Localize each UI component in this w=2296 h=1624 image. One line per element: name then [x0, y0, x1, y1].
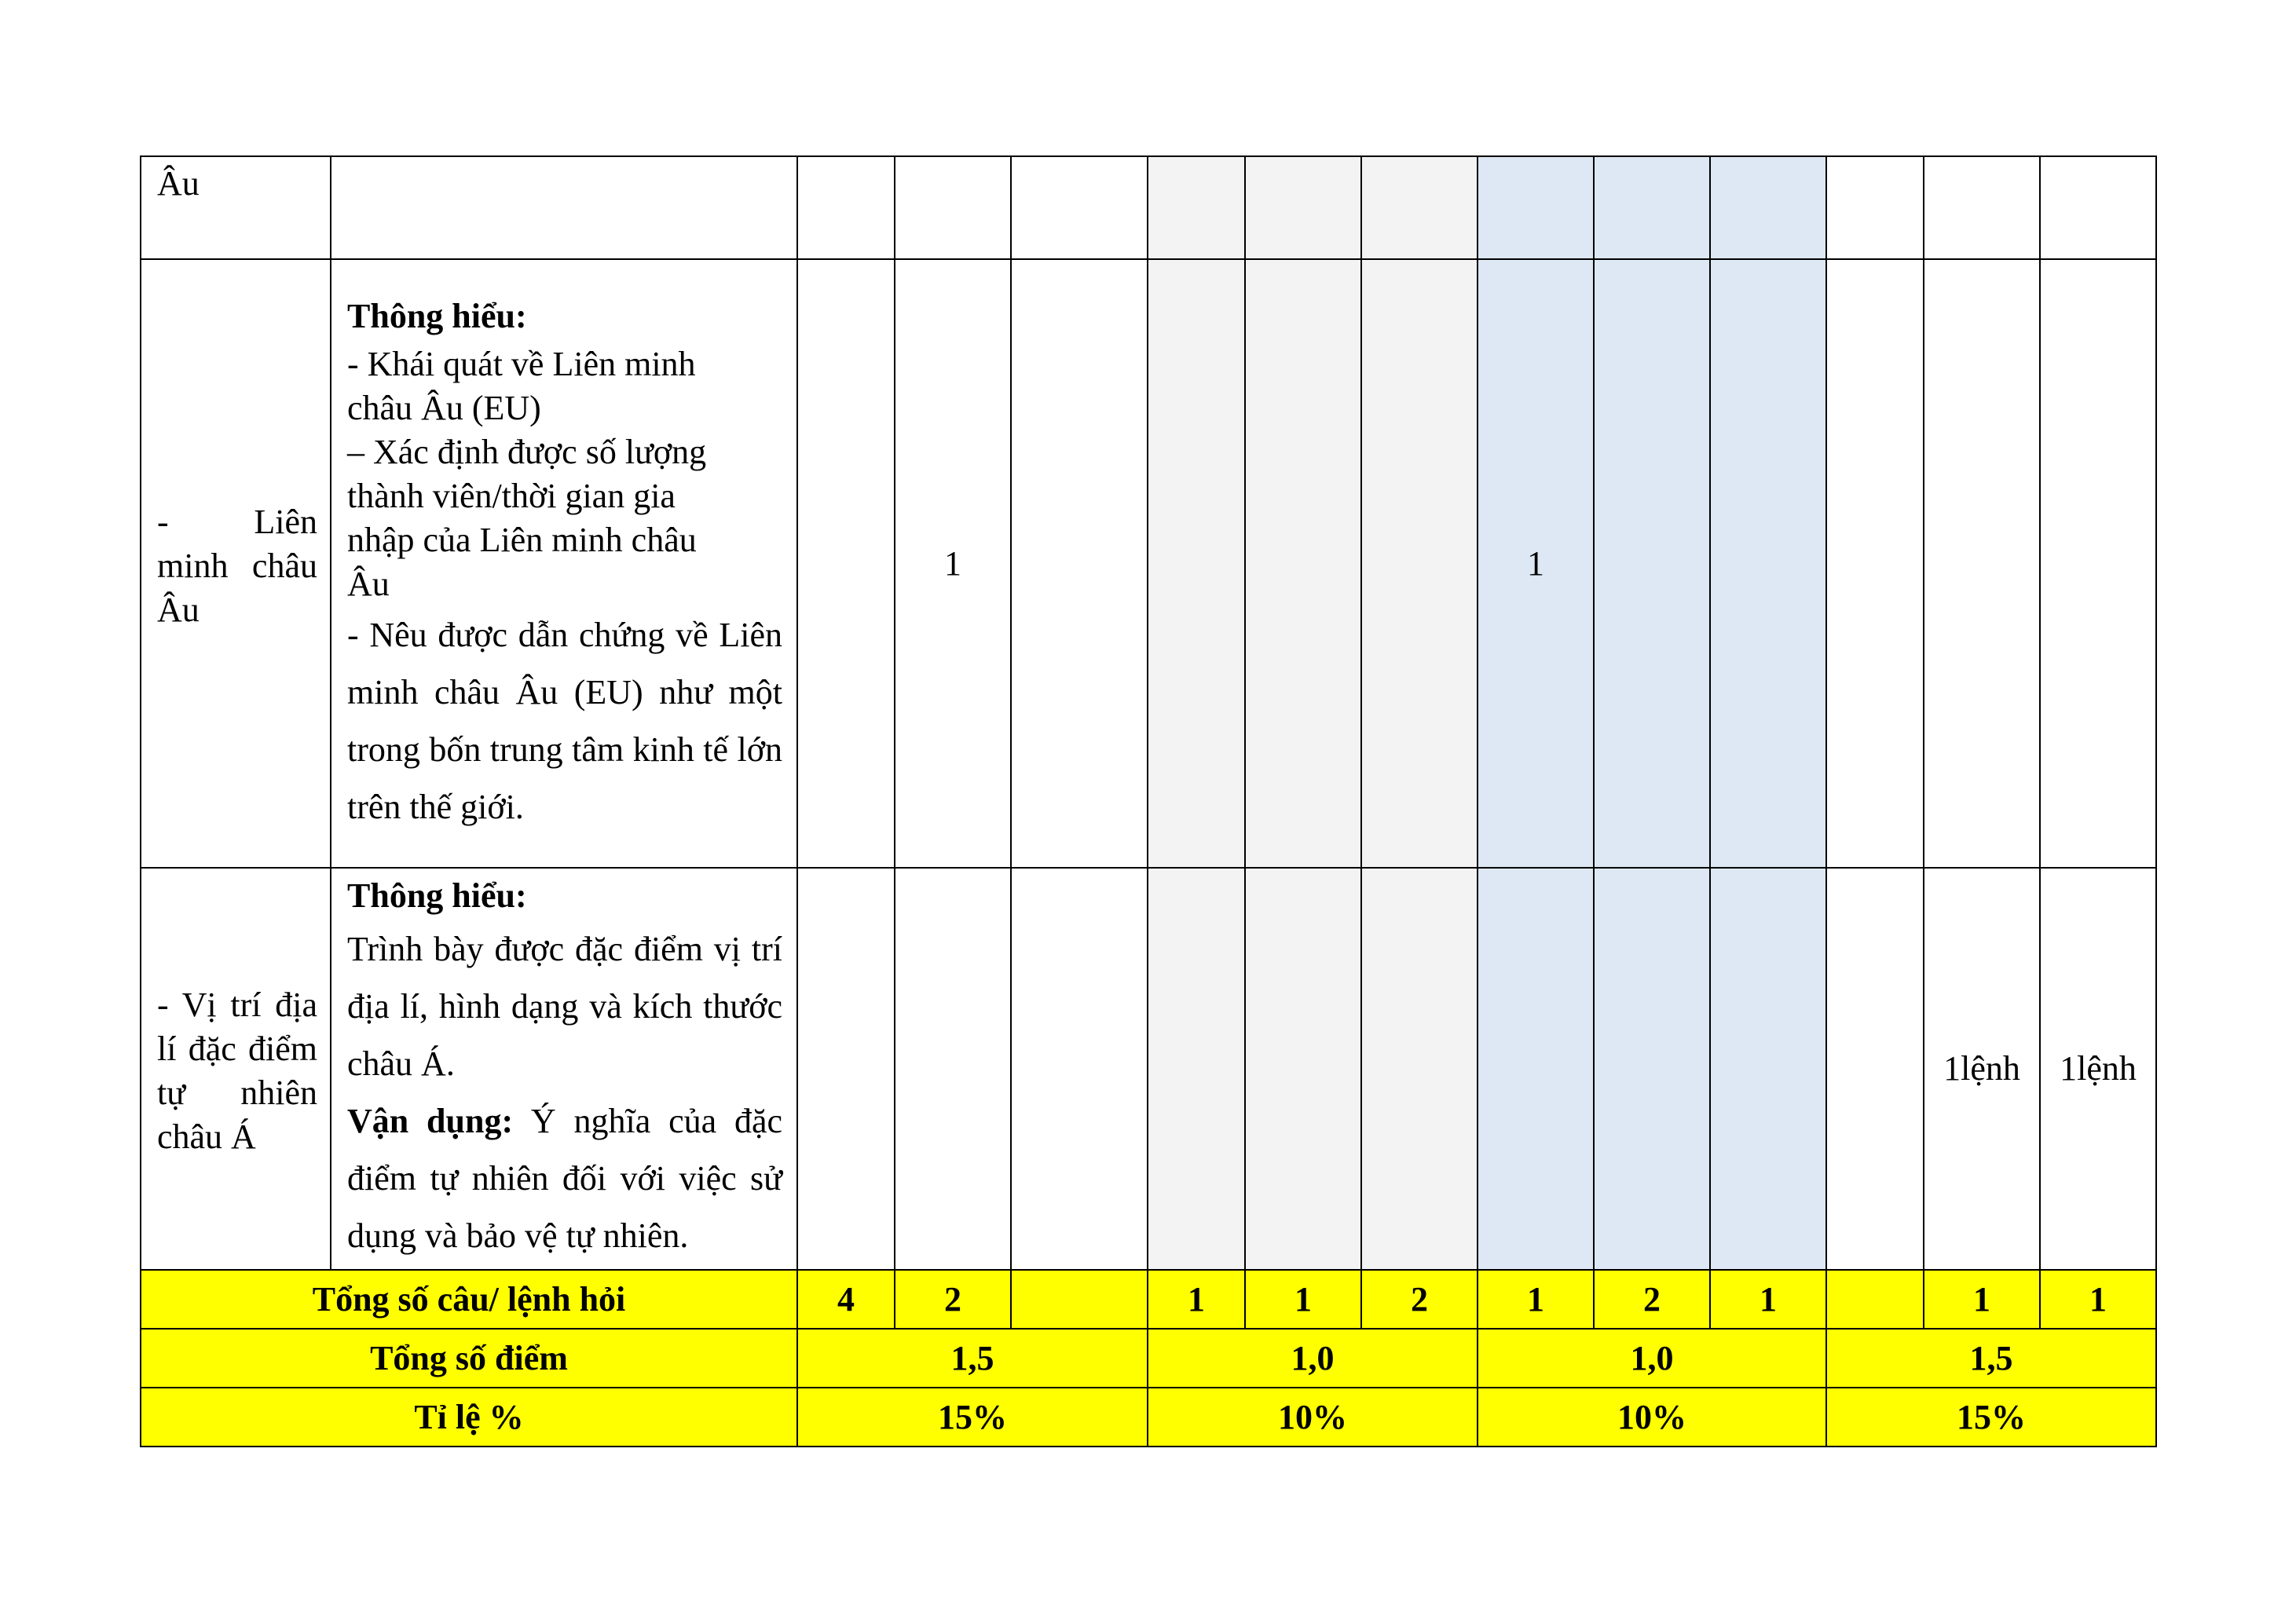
cell [1594, 868, 1710, 1270]
cell [2040, 156, 2156, 259]
cell [797, 868, 895, 1270]
requirement-paragraph: Trình bày được đặc điểm vị trí địa lí, hình dạng và kích thước châu Á. [347, 930, 782, 1083]
total-points-label: Tổng số điểm [141, 1329, 797, 1388]
cell [895, 156, 1011, 259]
cell [1478, 156, 1594, 259]
requirement-cell [331, 156, 797, 259]
cell [2040, 259, 2156, 868]
cell [797, 156, 895, 259]
requirement-line: Âu [347, 564, 390, 603]
assessment-matrix-table [140, 155, 2157, 1447]
total-count-cell: 1 [1478, 1270, 1594, 1329]
count-cell: 1 [895, 259, 1011, 868]
cell [1924, 156, 2040, 259]
total-points-cell: 1,0 [1478, 1329, 1826, 1388]
cell [1245, 156, 1361, 259]
requirement-line: – Xác định được số lượng [347, 432, 707, 471]
table-row [141, 259, 2156, 868]
requirement-text: Ý nghĩa của đặc điểm tự nhiên đối với việc sử dụng và bảo vệ tự nhiên. [347, 1102, 782, 1255]
ratio-cell: 10% [1148, 1388, 1478, 1447]
level-heading: Thông hiểu: [347, 296, 527, 335]
cell [1826, 259, 1924, 868]
total-points-cell: 1,0 [1148, 1329, 1478, 1388]
ratio-cell: 15% [1826, 1388, 2156, 1447]
count-cell: 1lệnh [1924, 868, 2040, 1270]
requirement-line: thành viên/thời gian gia [347, 476, 676, 515]
total-count-cell [1011, 1270, 1148, 1329]
total-points-row [141, 1329, 2156, 1388]
cell [1710, 868, 1826, 1270]
cell [1011, 156, 1148, 259]
cell [895, 868, 1011, 1270]
cell [1924, 259, 2040, 868]
table-row [141, 868, 2156, 1270]
cell [1710, 156, 1826, 259]
cell [1245, 868, 1361, 1270]
ratio-label: Tỉ lệ % [141, 1388, 797, 1447]
cell [1361, 156, 1478, 259]
total-count-label: Tổng số câu/ lệnh hỏi [141, 1270, 797, 1329]
total-count-cell: 4 [797, 1270, 895, 1329]
requirement-line: châu Âu (EU) [347, 388, 541, 427]
count-cell: 1 [1478, 259, 1594, 868]
requirement-lines [347, 342, 782, 606]
cell [1361, 868, 1478, 1270]
total-points-cell: 1,5 [797, 1329, 1148, 1388]
total-count-row [141, 1270, 2156, 1329]
topic-cell: Âu [141, 156, 331, 259]
total-count-cell [1826, 1270, 1924, 1329]
requirement-paragraph [347, 1092, 782, 1264]
total-count-cell: 1 [1924, 1270, 2040, 1329]
requirement-paragraph: - Nêu được dẫn chứng về Liên minh châu Âu (EU) như một trong bốn trung tâm kinh tế lớn trên thế giới. [347, 615, 782, 826]
cell [1011, 259, 1148, 868]
requirement-line: - Khái quát về Liên minh [347, 344, 696, 383]
total-count-cell: 1 [1245, 1270, 1361, 1329]
total-count-cell: 1 [1148, 1270, 1245, 1329]
cell [1361, 259, 1478, 868]
table-row [141, 156, 2156, 259]
cell [1594, 156, 1710, 259]
cell [1594, 259, 1710, 868]
level-heading: Thông hiểu: [347, 876, 527, 915]
total-count-cell: 1 [1710, 1270, 1826, 1329]
cell [1710, 259, 1826, 868]
level-heading: Vận dụng: [347, 1102, 514, 1140]
cell [797, 259, 895, 868]
cell [1148, 259, 1245, 868]
topic-cell: - Liên minh châu Âu [141, 259, 331, 868]
cell [1148, 156, 1245, 259]
total-count-cell: 1 [2040, 1270, 2156, 1329]
cell [1826, 156, 1924, 259]
cell [1826, 868, 1924, 1270]
total-count-cell: 2 [1361, 1270, 1478, 1329]
ratio-cell: 15% [797, 1388, 1148, 1447]
total-points-cell: 1,5 [1826, 1329, 2156, 1388]
ratio-cell: 10% [1478, 1388, 1826, 1447]
cell [1245, 259, 1361, 868]
requirement-cell [331, 259, 797, 868]
total-count-cell: 2 [1594, 1270, 1710, 1329]
cell [1011, 868, 1148, 1270]
cell [1478, 868, 1594, 1270]
ratio-row [141, 1388, 2156, 1447]
cell [1148, 868, 1245, 1270]
total-count-cell: 2 [895, 1270, 1011, 1329]
topic-cell: - Vị trí địa lí đặc điểm tự nhiên châu Á [141, 868, 331, 1270]
count-cell: 1lệnh [2040, 868, 2156, 1270]
requirement-cell [331, 868, 797, 1270]
requirement-line: nhập của Liên minh châu [347, 520, 697, 559]
